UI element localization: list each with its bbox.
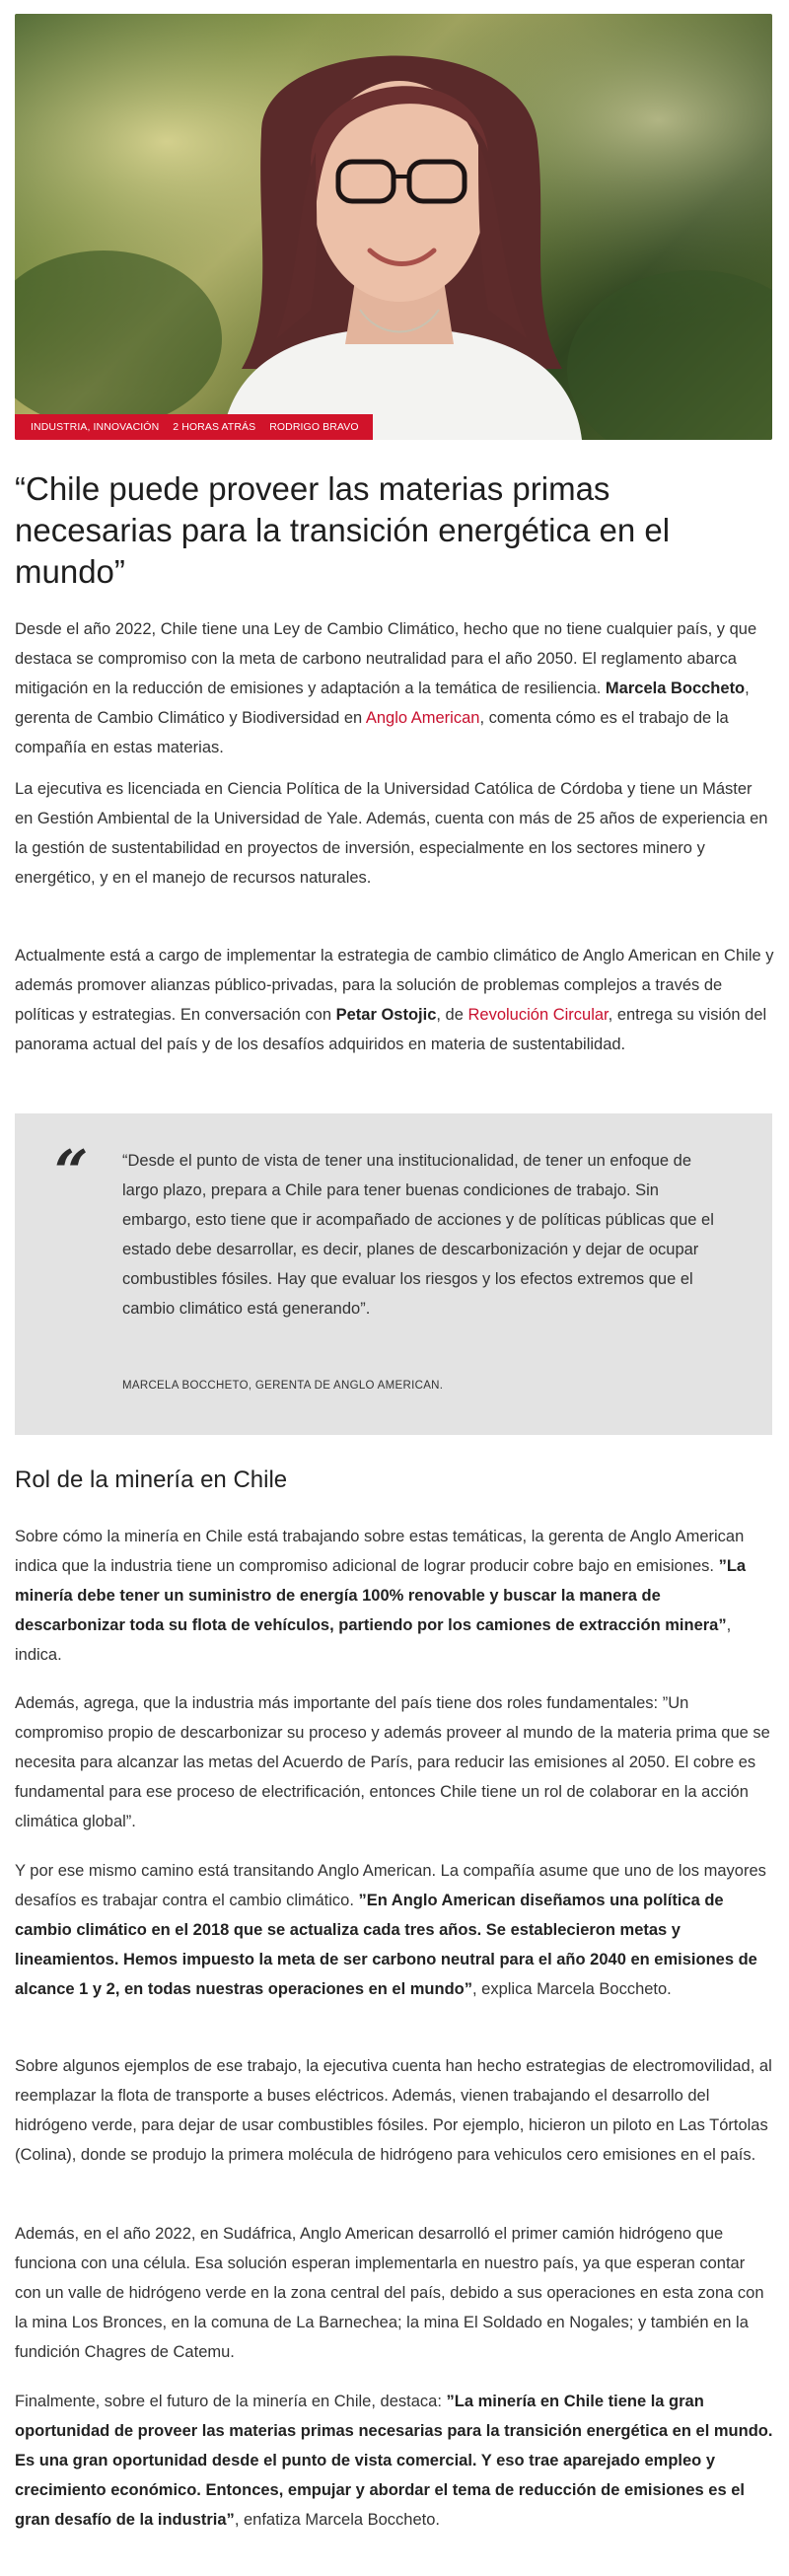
bold-quote: ”La minería en Chile tiene la gran oportunidad de proveer las materias primas necesarias para la transición energética en el mundo. Es una gran oportunidad desde el punto de vista comercial. Y eso trae aparejado empleo y crecimiento económico. Entonces, empujar y abordar el tema de reducción de emisiones es el gran desafío de la industria”: [15, 2393, 773, 2529]
paragraph-text: , entrega su visión del panorama actual del país y de los desafíos adquiridos en materia de sustentabilidad.: [15, 1006, 767, 1053]
paragraph-examples: Sobre algunos ejemplos de ese trabajo, la ejecutiva cuenta han hecho estrategias de electromovilidad, al reemplazar la flota de transporte a buses eléctricos. Además, vienen trabajando el desarrollo del hidrógeno verde, para dejar de usar combustibles fósiles. Por ejemplo, hicieron un piloto en Las Tórtolas (Colina), donde se produjo la primera molécula de hidrógeno para vehiculos cero emisiones en el país.: [15, 2057, 772, 2164]
paragraph-role: [15, 941, 774, 1059]
revolucion-circular-link[interactable]: Revolución Circular: [467, 1006, 609, 1024]
portrait-illustration: [15, 14, 772, 440]
paragraph-text: , de: [436, 1006, 468, 1024]
section-heading: Rol de la minería en Chile: [15, 1467, 288, 1493]
category-tag[interactable]: INDUSTRIA, INNOVACIÓN: [31, 421, 160, 433]
paragraph-intro: [15, 614, 774, 762]
paragraph-text: , comenta cómo es el trabajo de la compañía en estas materias.: [15, 709, 729, 756]
quote-author: MARCELA BOCCHETO, GERENTA DE ANGLO AMERICAN.: [122, 1380, 444, 1392]
paragraph-text: , enfatiza Marcela Boccheto.: [234, 2511, 441, 2529]
paragraph-roles: Además, agrega, que la industria más importante del país tiene dos roles fundamentales: ”Un compromiso propio de descarbonizar su proceso y además proveer al mundo de la materia prima que se necesita para alcanzar las metas del Acuerdo de París, para reducir las emisiones al 2050. El cobre es fundamental para ese proceso de electrificación, entonces Chile tiene un rol de colaborar en la acción climática global”.: [15, 1694, 770, 1830]
paragraph-hydrogen: Además, en el año 2022, en Sudáfrica, Anglo American desarrolló el primer camión hidrógeno que funciona con una célula. Esa solución esperan implementarla en nuestro país, ya que esperan contar con un valle de hidrógeno verde en la zona central del país, debido a sus operaciones en esta zona con la mina Los Bronces, en la comuna de La Barnechea; la mina El Soldado en Nogales; y también en la fundición Chagres de Catemu.: [15, 2225, 764, 2361]
paragraph-text: Sobre cómo la minería en Chile está trabajando sobre estas temáticas, la gerenta de Anglo American indica que la industria tiene un compromiso adicional de lograr producir cobre bajo en emisiones.: [15, 1528, 745, 1575]
timestamp-tag: 2 HORAS ATRÁS: [173, 421, 256, 433]
article-title: “Chile puede proveer las materias primas necesarias para la transición energética en el mundo”: [15, 470, 671, 590]
quote-text: “Desde el punto de vista de tener una institucionalidad, de tener un enfoque de largo plazo, prepara a Chile para tener buenas condiciones de trabajo. Sin embargo, esto tiene que ir acompañado de acciones y de políticas públicas que el estado debe desarrollar, es decir, planes de descarbonización y dejar de ocupar combustibles fósiles. Hay que evaluar los riesgos y los efectos extremos que el cambio climático está generando”.: [122, 1152, 714, 1318]
pull-quote: [15, 1113, 772, 1435]
article-meta-bar: [15, 414, 373, 440]
bold-quote: ”La minería debe tener un suministro de energía 100% renovable y buscar la manera de descarbonizar toda su flota de vehículos, partiendo por los camiones de extracción minera”: [15, 1557, 747, 1634]
person-name: Petar Ostojic: [335, 1006, 437, 1024]
person-name: Marcela Boccheto: [605, 680, 746, 697]
paragraph-text: , explica Marcela Boccheto.: [472, 1980, 672, 1998]
paragraph-policy: [15, 1856, 774, 2004]
paragraph-text: Finalmente, sobre el futuro de la minería en Chile, destaca:: [15, 2393, 447, 2410]
paragraph-text: , indica.: [15, 1616, 732, 1664]
bold-quote: ”En Anglo American diseñamos una política de cambio climático en el 2018 que se actualiza cada tres años. Se establecieron metas y lineamientos. Hemos impuesto la meta de ser carbono neutral para el año 2040 en emisiones de alcance 1 y 2, en todas nuestras operaciones en el mundo”: [15, 1892, 757, 1998]
paragraph-mining: [15, 1522, 774, 1670]
anglo-american-link[interactable]: Anglo American: [365, 709, 480, 727]
paragraph-text: , gerenta de Cambio Climático y Biodiversidad en: [15, 680, 750, 727]
paragraph-future: [15, 2387, 774, 2535]
author-tag[interactable]: RODRIGO BRAVO: [269, 421, 359, 433]
hero-photo: [15, 14, 772, 440]
paragraph-text: Actualmente está a cargo de implementar la estrategia de cambio climático de Anglo American en Chile y además promover alianzas público-privadas, para la solución de problemas complejos a través de políticas y estrategias. En conversación con: [15, 947, 774, 1024]
paragraph-bio: La ejecutiva es licenciada en Ciencia Política de la Universidad Católica de Córdoba y tiene un Máster en Gestión Ambiental de la Universidad de Yale. Además, cuenta con más de 25 años de experiencia en la gestión de sustentabilidad en proyectos de inversión, especialmente en los sectores minero y energético, y en el manejo de recursos naturales.: [15, 780, 768, 887]
quote-mark-icon: “: [54, 1138, 89, 1207]
paragraph-text: Desde el año 2022, Chile tiene una Ley de Cambio Climático, hecho que no tiene cualquier país, y que destaca se compromiso con la meta de carbono neutralidad para el año 2050. El reglamento abarca mitigación en la reducción de emisiones y adaptación a la temática de resiliencia.: [15, 620, 757, 697]
paragraph-text: Y por ese mismo camino está transitando Anglo American. La compañía asume que uno de los mayores desafíos es trabajar contra el cambio climático.: [15, 1862, 766, 1909]
